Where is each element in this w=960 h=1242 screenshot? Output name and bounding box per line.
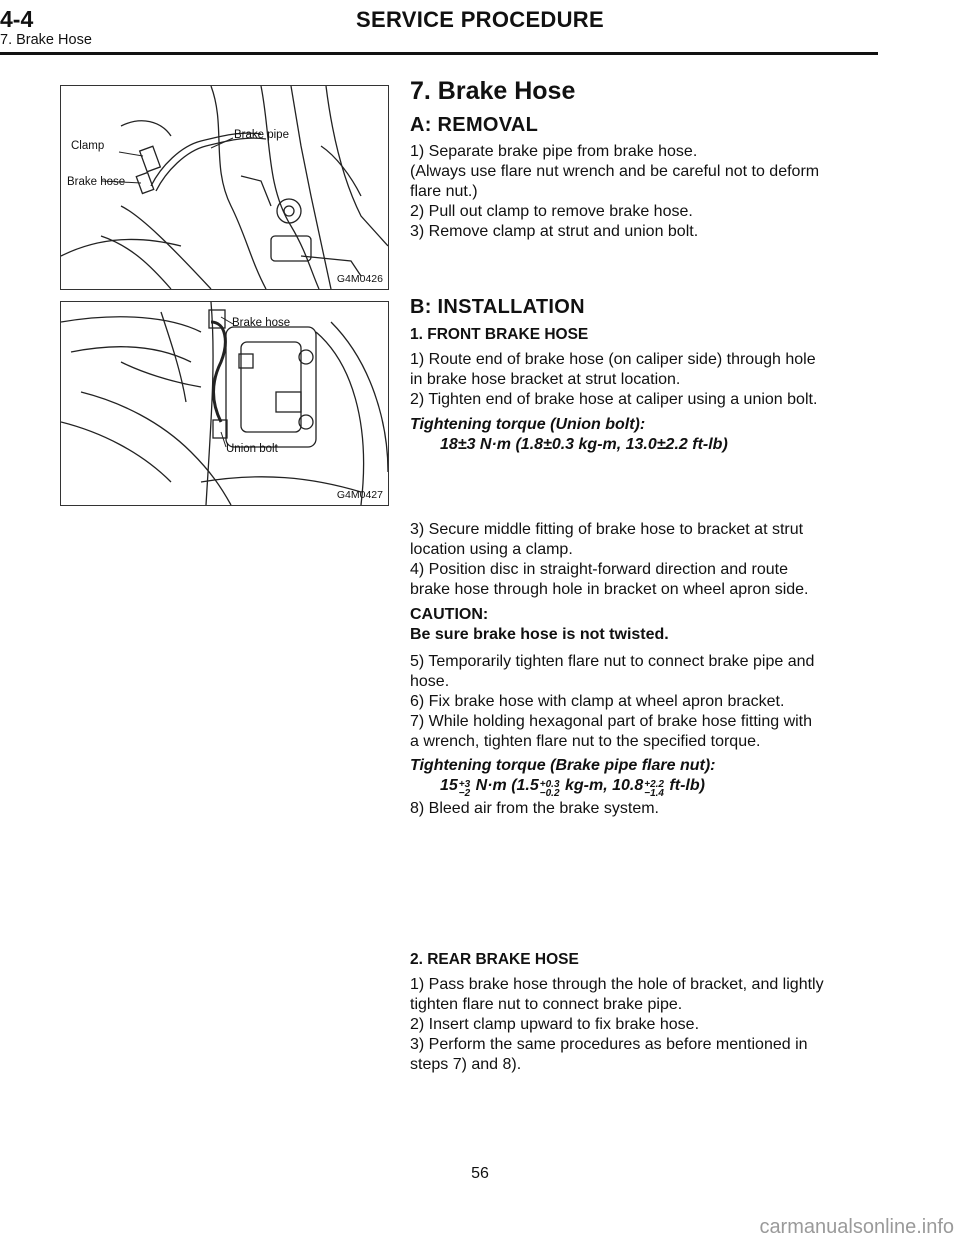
figure-union-bolt xyxy=(60,301,389,506)
label-brake-pipe: Brake pipe xyxy=(234,129,289,141)
removal-line: 2) Pull out clamp to remove brake hose. xyxy=(410,203,693,220)
tolerance xyxy=(540,780,560,798)
caution-text: Be sure brake hose is not twisted. xyxy=(410,626,669,643)
tolerance-minus: −1.4 xyxy=(644,788,664,799)
torque-number: 15 xyxy=(440,777,458,794)
torque-spec-flare-nut xyxy=(410,756,880,798)
step-line: 1) Pass brake hose through the hole of bracket, and lightly xyxy=(410,976,824,993)
step-line: 8) Bleed air from the brake system. xyxy=(410,800,659,817)
torque-spec-union-bolt xyxy=(410,415,880,455)
torque-unit: N·m (1.5 xyxy=(471,777,539,794)
caution-block xyxy=(410,605,880,645)
front-brake-hose-heading: 1. FRONT BRAKE HOSE xyxy=(410,326,589,343)
torque-value xyxy=(410,776,880,798)
rear-brake-hose-heading: 2. REAR BRAKE HOSE xyxy=(410,951,579,968)
tolerance-minus: −2 xyxy=(458,788,471,799)
step-line: brake hose through hole in bracket on wheel apron side. xyxy=(410,581,809,598)
step-line: 7) While holding hexagonal part of brake hose fitting with xyxy=(410,713,813,730)
front-steps-b xyxy=(410,520,880,600)
step-line: steps 7) and 8). xyxy=(410,1056,522,1073)
front-steps-c xyxy=(410,652,880,752)
figure-code: G4M0426 xyxy=(336,273,383,285)
section-number: 4-4 xyxy=(0,6,34,32)
tolerance-minus: −0.2 xyxy=(539,788,560,799)
step-line: 6) Fix brake hose with clamp at wheel apron bracket. xyxy=(410,693,785,710)
label-clamp: Clamp xyxy=(71,140,105,152)
removal-line: flare nut.) xyxy=(410,183,478,200)
removal-steps xyxy=(410,142,880,242)
page-subtitle: 7. Brake Hose xyxy=(0,32,92,48)
caution-heading: CAUTION: xyxy=(410,606,489,623)
step-line: 1) Route end of brake hose (on caliper side) through hole xyxy=(410,351,816,368)
step-line: 2) Tighten end of brake hose at caliper using a union bolt. xyxy=(410,391,818,408)
front-steps-a xyxy=(410,350,880,410)
step-line: tighten flare nut to connect brake pipe. xyxy=(410,996,683,1013)
figure-code: G4M0427 xyxy=(336,489,383,501)
torque-heading: Tightening torque (Brake pipe flare nut): xyxy=(410,757,716,774)
step-line: 2) Insert clamp upward to fix brake hose. xyxy=(410,1016,700,1033)
step-line: hose. xyxy=(410,673,450,690)
front-step-8 xyxy=(410,799,880,819)
torque-heading: Tightening torque (Union bolt): xyxy=(410,416,646,433)
step-line: 4) Position disc in straight-forward direction and route xyxy=(410,561,788,578)
label-brake-hose: Brake hose xyxy=(232,317,291,329)
tolerance-plus: +2.2 xyxy=(644,779,664,790)
page-title: SERVICE PROCEDURE xyxy=(356,7,604,32)
torque-value: 18±3 N·m (1.8±0.3 kg-m, 13.0±2.2 ft-lb) xyxy=(440,436,728,453)
removal-line: 1) Separate brake pipe from brake hose. xyxy=(410,143,698,160)
label-union-bolt: Union bolt xyxy=(226,443,278,455)
step-line: a wrench, tighten flare nut to the specified torque. xyxy=(410,733,761,750)
removal-line: (Always use flare nut wrench and be careful not to deform xyxy=(410,163,820,180)
page-number: 56 xyxy=(471,1165,489,1182)
removal-line: 3) Remove clamp at strut and union bolt. xyxy=(410,223,699,240)
tolerance-plus: +3 xyxy=(458,779,471,790)
step-line: in brake hose bracket at strut location. xyxy=(410,371,681,388)
section-title: 7. Brake Hose xyxy=(410,77,576,105)
figure-brake-pipe-clamp xyxy=(60,85,389,290)
figure-2-illustration xyxy=(61,302,388,505)
torque-unit: kg-m, 10.8 xyxy=(560,777,644,794)
tolerance xyxy=(459,780,470,798)
step-line: 5) Temporarily tighten flare nut to connect brake pipe and xyxy=(410,653,815,670)
step-line: location using a clamp. xyxy=(410,541,573,558)
torque-unit: ft-lb) xyxy=(664,777,705,794)
step-line: 3) Perform the same procedures as before mentioned in xyxy=(410,1036,808,1053)
label-brake-hose: Brake hose xyxy=(67,176,126,188)
rear-steps xyxy=(410,975,880,1075)
watermark: carmanualsonline.info xyxy=(759,1216,954,1238)
step-line: 3) Secure middle fitting of brake hose to bracket at strut xyxy=(410,521,804,538)
installation-heading: B: INSTALLATION xyxy=(410,296,585,318)
tolerance xyxy=(644,780,664,798)
removal-heading: A: REMOVAL xyxy=(410,114,539,136)
header-rule xyxy=(0,52,878,55)
tolerance-plus: +0.3 xyxy=(539,779,560,790)
